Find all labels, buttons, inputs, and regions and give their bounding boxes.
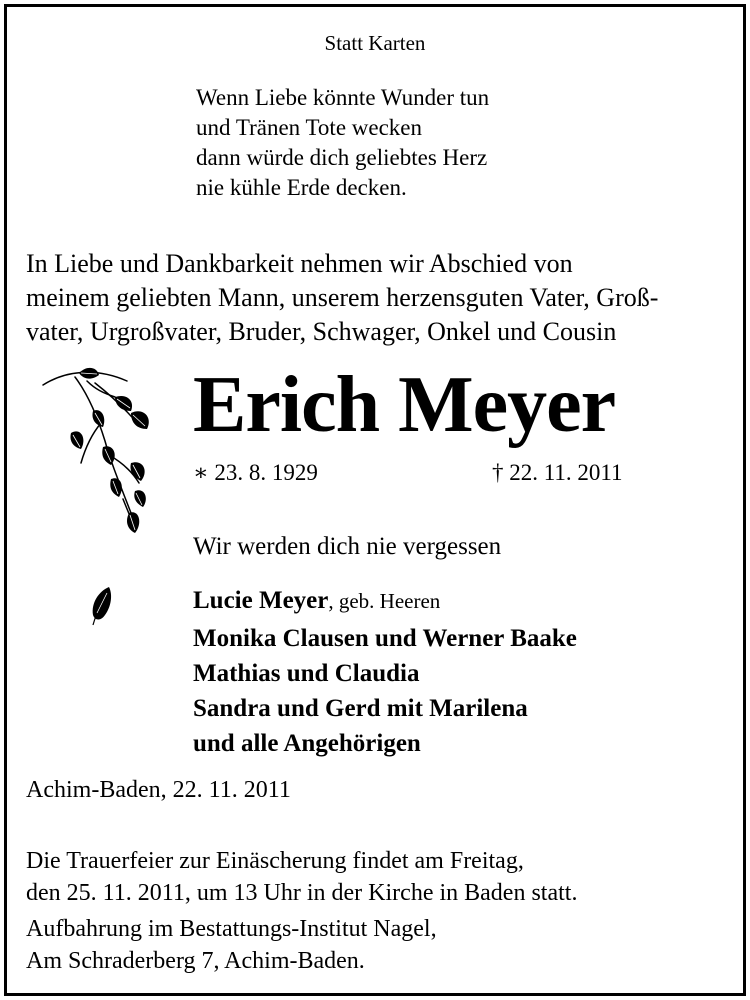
ceremony-line: den 25. 11. 2011, um 13 Uhr in der Kirche in Baden statt. (26, 880, 578, 906)
deceased-name: Erich Meyer (193, 361, 616, 449)
viewing-line: Am Schraderberg 7, Achim-Baden. (26, 948, 365, 974)
intro-line: meinem geliebten Mann, unserem herzensguten Vater, Groß- (26, 283, 659, 312)
poem-line: dann würde dich geliebtes Herz (196, 145, 488, 170)
intro-line: vater, Urgroßvater, Bruder, Schwager, Onkel und Cousin (26, 317, 617, 346)
obituary-notice (4, 4, 746, 996)
mourner-name: Mathias und Claudia (193, 660, 420, 687)
mourners-list (193, 583, 577, 761)
place-date: Achim-Baden, 22. 11. 2011 (26, 777, 291, 803)
poem-line: und Tränen Tote wecken (196, 115, 423, 140)
farewell-line: Wir werden dich nie vergessen (193, 533, 502, 560)
poem-line: nie kühle Erde decken. (196, 175, 407, 200)
poem (196, 83, 489, 203)
mourner-line (193, 583, 577, 621)
mourner-name: Sandra und Gerd mit Marilena (193, 695, 528, 722)
header-label: Statt Karten (324, 31, 426, 55)
ceremony-info (26, 845, 577, 909)
mourner-name: und alle Angehörigen (193, 730, 421, 757)
birth-date: ∗ 23. 8. 1929 (193, 460, 318, 485)
viewing-line: Aufbahrung im Bestattungs-Institut Nagel, (26, 916, 437, 942)
intro-line: In Liebe und Dankbarkeit nehmen wir Abschied von (26, 249, 573, 278)
intro-text (26, 247, 658, 349)
mourner-name: Monika Clausen und Werner Baake (193, 625, 577, 652)
falling-leaf-icon (89, 585, 115, 627)
viewing-info (26, 913, 437, 977)
birch-branch-icon (35, 363, 163, 539)
mourner-suffix: , geb. Heeren (328, 589, 441, 613)
mourner-name: Lucie Meyer (193, 587, 329, 614)
poem-line: Wenn Liebe könnte Wunder tun (196, 85, 490, 110)
death-date: † 22. 11. 2011 (492, 460, 623, 485)
ceremony-line: Die Trauerfeier zur Einäscherung findet am Freitag, (26, 848, 524, 874)
